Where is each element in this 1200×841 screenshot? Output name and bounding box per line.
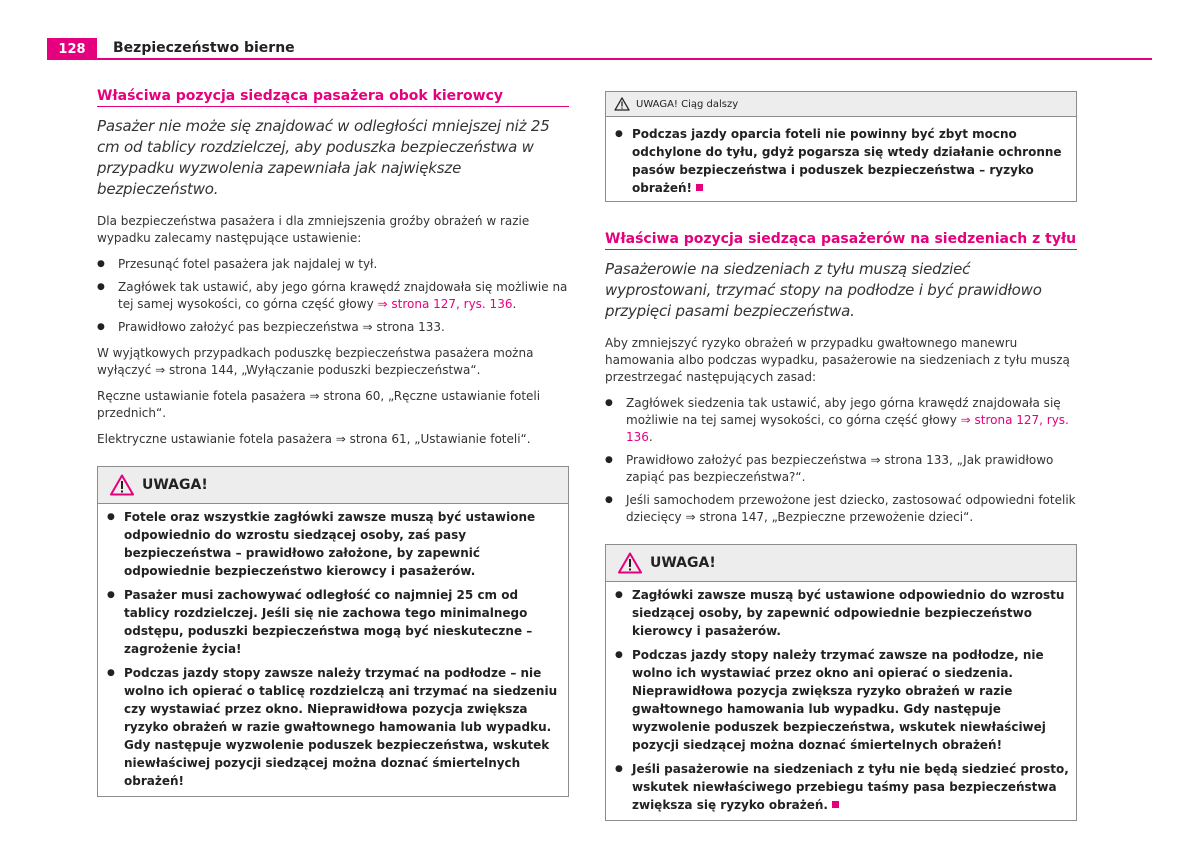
warning-item xyxy=(612,760,1070,814)
warning-item: ● Pasażer musi zachowywać odległość co najmniej 25 cm od tablicy rozdzielczej. Jeśli się nie zachowa tego minimalnego odstępu, poduszki bezpieczeństwa mogą być nieskuteczne – zagrożenie życia! xyxy=(104,586,562,658)
list-item-text: Jeśli samochodem przewożone jest dziecko, zastosować odpowiedni fotelik dziecięcy ⇒ strona 147, „Bezpieczne przewożenie dzieci“. xyxy=(626,493,1076,524)
list-item xyxy=(605,492,1077,526)
page-reference-link[interactable]: ⇒ strona 127, rys. 136 xyxy=(626,413,1069,444)
list-item-text: Prawidłowo założyć pas bezpieczeństwa ⇒ strona 133. xyxy=(118,320,445,334)
section-lead: Pasażerowie na siedzeniach z tyłu muszą siedzieć wyprostowani, trzymać stopy na podłodze i być prawidłowo przypięci pasami bezpieczeństwa. xyxy=(605,260,1042,320)
section-title: Właściwa pozycja siedząca pasażerów na siedzeniach z tyłu xyxy=(605,230,1077,250)
paragraph: Elektryczne ustawianie fotela pasażera ⇒ strona 61, „Ustawianie foteli“. xyxy=(97,432,531,446)
warning-item: ● Podczas jazdy stopy zawsze należy trzymać na podłodze – nie wolno ich opierać o tablicę rozdzielczą ani trzymać na siedzeniu czy wystawiać przez okno. Nieprawidłowa pozycja zwiększa ryzyko obrażeń w razie gwałtownego hamowania lub wypadku. Gdy następuje wyzwolenie poduszek bezpieczeństwa, wskutek niewłaściwej pozycji siedzącej można doznać śmiertelnych obrażeń! xyxy=(104,664,562,790)
chapter-title: Bezpieczeństwo bierne xyxy=(113,40,295,56)
end-marker-icon xyxy=(832,801,839,808)
warning-item: ● Zagłówki zawsze muszą być ustawione odpowiednio do wzrostu siedzącej osoby, by zapewnić odpowiednie bezpieczeństwo kierowcy i pasażerów. xyxy=(612,586,1070,640)
list-item-text: Prawidłowo założyć pas bezpieczeństwa ⇒ strona 133, „Jak prawidłowo zapiąć pas bezpieczeństwa?“. xyxy=(626,453,1054,484)
list-item-text: Przesunąć fotel pasażera jak najdalej w tył. xyxy=(118,257,378,271)
list-item xyxy=(97,319,569,336)
list-item xyxy=(605,395,1077,446)
end-marker-icon xyxy=(696,184,703,191)
warning-header xyxy=(606,92,1076,117)
warning-title: UWAGA! xyxy=(650,555,716,571)
warning-header xyxy=(606,545,1076,582)
warning-item: ● Fotele oraz wszystkie zagłówki zawsze muszą być ustawione odpowiednio do wzrostu siedzącej osoby, zaś pasy bezpieczeństwa – prawidłowo założone, by zapewnić odpowiednie bezpieczeństwo kierowcy i pasażerów. xyxy=(104,508,562,580)
warning-body xyxy=(606,582,1076,820)
list-item-tail: . xyxy=(512,297,517,311)
list-item xyxy=(97,256,569,273)
list-item-text: Zagłówek siedzenia tak ustawić, aby jego górna krawędź znajdowała się możliwie na tej samej wysokości, co górna część głowy xyxy=(626,396,1061,427)
warning-box xyxy=(97,466,569,797)
intro-paragraph: Dla bezpieczeństwa pasażera i dla zmniejszenia groźby obrażeń w razie wypadku zalecamy następujące ustawienie: xyxy=(97,214,530,245)
list-item-text: Zagłówek tak ustawić, aby jego górna krawędź znajdowała się możliwie na tej samej wysokości, co górna część głowy xyxy=(118,280,568,311)
intro-paragraph: Aby zmniejszyć ryzyko obrażeń w przypadku gwałtownego manewru hamowania albo podczas wypadku, pasażerowie na siedzeniach z tyłu muszą przestrzegać następujących zasad: xyxy=(605,336,1070,384)
right-column xyxy=(605,91,1077,821)
warning-triangle-icon xyxy=(618,552,642,574)
warning-item-text: Podczas jazdy oparcia foteli nie powinny być zbyt mocno odchylone do tyłu, gdyż pogarsza się wtedy działanie ochronne pasów bezpieczeństwa i poduszek bezpieczeństwa – ryzyko obrażeń! xyxy=(632,127,1062,195)
warning-triangle-icon xyxy=(110,474,134,496)
warning-header xyxy=(98,467,568,504)
continued-warning-box xyxy=(605,91,1077,202)
warning-body xyxy=(606,117,1076,201)
paragraph: W wyjątkowych przypadkach poduszkę bezpieczeństwa pasażera można wyłączyć ⇒ strona 144, „Wyłączanie poduszki bezpieczeństwa“. xyxy=(97,346,534,377)
warning-item xyxy=(612,125,1070,197)
warning-title: UWAGA! xyxy=(142,477,208,493)
section-lead: Pasażer nie może się znajdować w odległości mniejszej niż 25 cm od tablicy rozdzielczej, aby poduszka bezpieczeństwa w przypadku wyzwolenia zapewniała jak największe bezpieczeństwo. xyxy=(97,117,550,198)
warning-title: UWAGA! Ciąg dalszy xyxy=(636,98,739,110)
header-rule xyxy=(47,58,1152,60)
page-header xyxy=(47,38,1152,60)
paragraph: Ręczne ustawianie fotela pasażera ⇒ strona 60, „Ręczne ustawianie foteli przednich“. xyxy=(97,389,541,420)
page-number: 128 xyxy=(47,38,97,60)
list-item xyxy=(97,279,569,313)
left-column xyxy=(97,87,569,797)
warning-box xyxy=(605,544,1077,821)
list-item xyxy=(605,452,1077,486)
warning-triangle-icon xyxy=(614,97,630,111)
page-reference-link[interactable]: ⇒ strona 127, rys. 136 xyxy=(377,297,513,311)
list-item-tail: . xyxy=(648,430,653,444)
warning-item: ● Podczas jazdy stopy należy trzymać zawsze na podłodze, nie wolno ich wystawiać przez okno ani opierać o siedzenia. Nieprawidłowa pozycja zwiększa ryzyko obrażeń w razie gwałtownego hamowania lub wypadku. Gdy następuje wyzwolenie poduszek bezpieczeństwa, wskutek niewłaściwej pozycji siedzącej można doznać śmiertelnych obrażeń! xyxy=(612,646,1070,754)
warning-body xyxy=(98,504,568,796)
section-title: Właściwa pozycja siedząca pasażera obok kierowcy xyxy=(97,87,569,107)
warning-item-text: Jeśli pasażerowie na siedzeniach z tyłu nie będą siedzieć prosto, wskutek niewłaściwego przebiegu taśmy pasa bezpieczeństwa zwiększa się ryzyko obrażeń. xyxy=(632,762,1069,812)
